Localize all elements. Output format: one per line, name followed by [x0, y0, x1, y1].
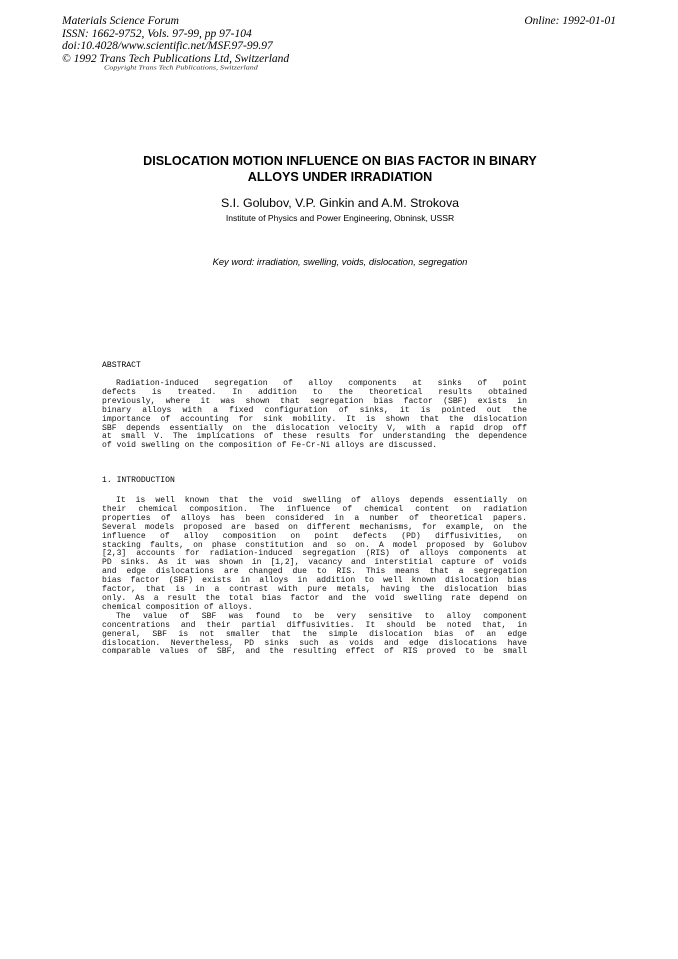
scanned-copyright-line: Copyright Trans Tech Publications, Switzerland: [104, 64, 258, 71]
citation-line: Materials Science Forum: [62, 15, 179, 27]
abstract-heading: ABSTRACT: [102, 361, 141, 370]
text-line: of void swelling on the composition of Fe-Cr-Ni alloys are discussed.: [102, 441, 438, 451]
text-line: bias factor (SBF) exists in alloys in addition to well known dislocation bias: [102, 576, 527, 586]
text-line: properties of alloys has been considered in a number of theoretical papers.: [102, 513, 527, 523]
text-line: defects is treated. In addition to the theoretical results obtained: [102, 387, 527, 397]
text-line: their chemical composition. The influence of chemical content on radiation: [102, 504, 527, 514]
text-line: binary alloys with a fixed configuration of sinks, it is pointed out the: [102, 405, 527, 415]
authors: S.I. Golubov, V.P. Ginkin and A.M. Strokova: [220, 196, 460, 210]
affiliation: Institute of Physics and Power Engineering, Obninsk, USSR: [225, 213, 455, 223]
text-line: It is well known that the void swelling of alloys depends essentially on: [116, 496, 527, 505]
title-line: ALLOYS UNDER IRRADIATION: [247, 170, 433, 184]
text-line: importance of accounting for sink mobility. It is shown that the dislocation: [102, 414, 527, 424]
keywords: Key word: irradiation, swelling, voids, dislocation, segregation: [212, 256, 468, 267]
citation-line: doi:10.4028/www.scientific.net/MSF.97-99.97: [62, 40, 273, 52]
abstract-body: [102, 380, 527, 451]
citation-line: © 1992 Trans Tech Publications Ltd, Switzerland: [62, 52, 290, 65]
text-line: previously, where it was shown that segregation bias factor (SBF) exists in: [102, 396, 527, 406]
text-line: concentrations and their partial diffusivities. It should be noted that, in: [102, 620, 527, 630]
paper-title: [100, 153, 580, 185]
text-line: PD sinks. As it was shown in [1,2], vacancy and interstitial capture of voids: [102, 558, 527, 568]
online-date: Online: 1992-01-01: [524, 15, 616, 27]
text-line: at small V. The implications of these results for understanding the dependence: [102, 432, 527, 442]
text-line: chemical composition of alloys.: [102, 602, 253, 612]
text-line: and edge dislocations are changed due to RIS. This means that a segregation: [102, 567, 527, 577]
text-line: influence of alloy composition on point defects (PD) diffusivities, on: [102, 531, 527, 541]
text-line: dislocation. Nevertheless, PD sinks such as voids and edge dislocations have: [102, 638, 527, 648]
text-line: general, SBF is not smaller that the simple dislocation bias of an edge: [102, 629, 527, 639]
citation-line: ISSN: 1662-9752, Vols. 97-99, pp 97-104: [62, 27, 252, 40]
introduction-body: [102, 497, 527, 657]
journal-citation: [62, 15, 289, 65]
text-line: only. As a result the total bias factor and the void swelling rate depend on: [102, 593, 527, 603]
text-line: factor, that is in a contrast with pure metals, having the dislocation bias: [102, 585, 527, 595]
text-line: comparable values of SBF, and the resulting effect of RIS proved to be small: [102, 647, 527, 657]
text-line: [2,3] accounts for radiation-induced segregation (RIS) of alloys components at: [102, 549, 527, 559]
text-line: Radiation-induced segregation of alloy components at sinks of point: [116, 379, 527, 388]
title-line: DISLOCATION MOTION INFLUENCE ON BIAS FACTOR IN BINARY: [143, 154, 537, 168]
section-heading: 1. INTRODUCTION: [102, 476, 175, 485]
text-line: SBF depends essentially on the dislocation velocity V, with a rapid drop off: [102, 423, 527, 433]
text-line: stacking faults, on phase constitution and so on. A model proposed by Golubov: [102, 540, 527, 550]
text-line: Several models proposed are based on different mechanisms, for example, on the: [102, 522, 527, 532]
text-line: The value of SBF was found to be very sensitive to alloy component: [116, 611, 527, 621]
